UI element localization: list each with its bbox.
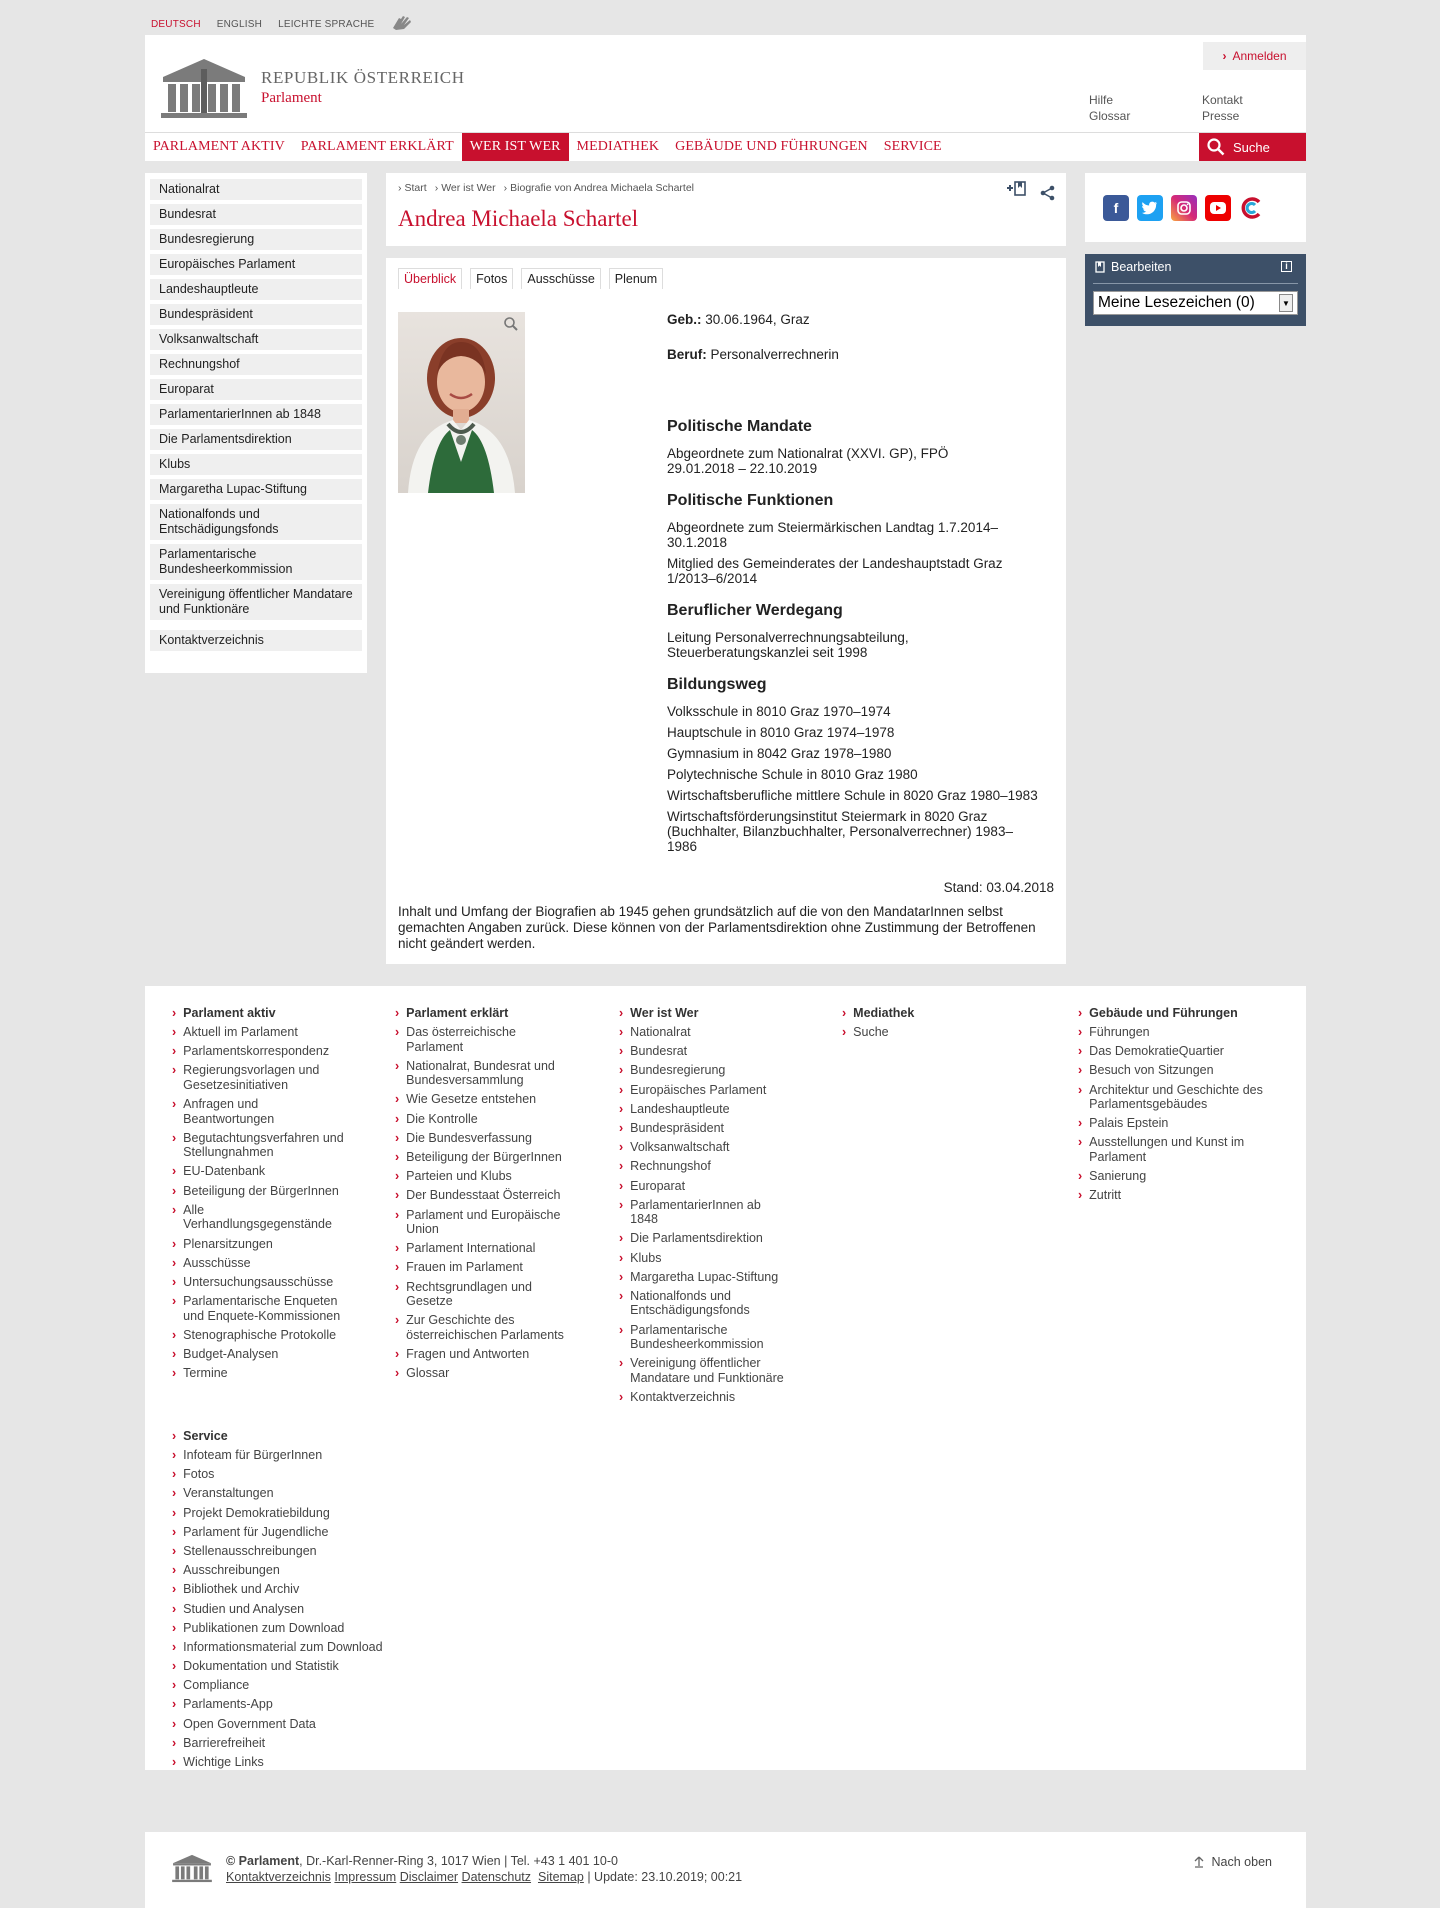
footer-link-datenschutz[interactable]: Datenschutz — [461, 1870, 532, 1884]
main-navigation — [145, 132, 1306, 161]
footer-link[interactable]: › Parlamentarische Bundesheerkommission — [619, 1323, 789, 1352]
footer-link[interactable]: › Untersuchungsausschüsse — [172, 1275, 352, 1290]
footer-link[interactable]: › Europäisches Parlament — [619, 1083, 789, 1098]
footer-heading: › Service — [172, 1429, 412, 1443]
bildung-item: Hauptschule in 8010 Graz 1974–1978 — [667, 725, 895, 740]
footer-link[interactable]: › Nationalrat — [619, 1025, 789, 1040]
nav-parlament-erklaert[interactable]: PARLAMENT ERKLÄRT — [300, 139, 454, 154]
portrait-photo[interactable] — [398, 312, 525, 493]
sidebar-item-bundesheerkommission[interactable]: Parlamentarische Bundesheerkommission — [150, 544, 362, 580]
bildung-item: Wirtschaftsförderungsinstitut Steiermark in 8020 Graz (Buchhalter, Bilanzbuchhalter, Personalverrechner) 1983–1986 — [667, 809, 1013, 854]
arrow-up-icon — [1194, 1856, 1204, 1868]
page-title: Andrea Michaela Schartel — [398, 206, 639, 231]
footer-link[interactable]: › Der Bundesstaat Österreich — [395, 1188, 575, 1203]
footer-link[interactable]: › Veranstaltungen — [172, 1486, 412, 1501]
footer-link[interactable]: › Klubs — [619, 1251, 789, 1266]
footer-link[interactable]: › Aktuell im Parlament — [172, 1025, 352, 1040]
sidebar-item-vereinigung[interactable]: Vereinigung öffentlicher Mandatare und Funktionäre — [150, 584, 362, 620]
parliament-building-icon — [159, 55, 249, 120]
footer-link[interactable]: › Bibliothek und Archiv — [172, 1582, 412, 1597]
footer-link[interactable]: › Die Parlamentsdirektion — [619, 1231, 789, 1246]
footer-link[interactable]: › Architektur und Geschichte des Parlamentsgebäudes — [1078, 1083, 1268, 1112]
footer-link[interactable]: › Zur Geschichte des österreichischen Parlaments — [395, 1313, 575, 1342]
nav-gebaeude[interactable]: GEBÄUDE UND FÜHRUNGEN — [675, 139, 868, 154]
footer-col-service — [172, 1429, 412, 1774]
search-icon — [1207, 138, 1225, 156]
footer-link[interactable]: › Fotos — [172, 1467, 412, 1482]
footer-heading: › Gebäude und Führungen — [1078, 1006, 1268, 1020]
footer-link[interactable]: › Volksanwaltschaft — [619, 1140, 789, 1155]
footer-link[interactable]: › Begutachtungsverfahren und Stellungnahmen — [172, 1131, 352, 1160]
sidebar-item-nationalfonds[interactable]: Nationalfonds und Entschädigungsfonds — [150, 504, 362, 540]
footer-link[interactable]: › Bundespräsident — [619, 1121, 789, 1136]
biography-content — [386, 258, 1066, 964]
copyright-line: © Parlament, Dr.-Karl-Renner-Ring 3, 1017 Wien | Tel. +43 1 401 10-0 — [226, 1854, 618, 1868]
footer-link[interactable]: › Die Kontrolle — [395, 1112, 575, 1127]
nav-wer-ist-wer[interactable]: WER IST WER — [462, 133, 569, 161]
facebook-icon[interactable]: f — [1103, 195, 1129, 221]
title-box — [386, 173, 1066, 246]
sidebar-item-nationalrat[interactable]: Nationalrat — [150, 179, 362, 200]
sidebar-item-volksanwaltschaft[interactable]: Volksanwaltschaft — [150, 329, 362, 350]
zoom-icon[interactable] — [503, 316, 519, 332]
footer-link[interactable]: › Informationsmaterial zum Download — [172, 1640, 412, 1655]
breadcrumb-start[interactable]: › Start — [398, 182, 427, 194]
footer-col-gebaeude — [1078, 1006, 1268, 1208]
footer-link[interactable]: › Fragen und Antworten — [395, 1347, 575, 1362]
tab-ausschuesse[interactable]: Ausschüsse — [521, 268, 600, 289]
instagram-icon[interactable] — [1171, 195, 1197, 221]
tab-ueberblick[interactable]: Überblick — [398, 268, 462, 289]
footer-sitemap — [145, 986, 1306, 1770]
footer-link[interactable]: › Beteiligung der BürgerInnen — [395, 1150, 575, 1165]
bildung-item: Polytechnische Schule in 8010 Graz 1980 — [667, 767, 918, 782]
footer-link[interactable]: › Parlament International — [395, 1241, 575, 1256]
footer-link[interactable]: › Wichtige Links — [172, 1755, 412, 1770]
bio-details — [667, 312, 1057, 860]
sidebar-item-rechnungshof[interactable]: Rechnungshof — [150, 354, 362, 375]
footer-link[interactable]: › Wie Gesetze entstehen — [395, 1092, 575, 1107]
bildung-item: Gymnasium in 8042 Graz 1978–1980 — [667, 746, 892, 761]
footer-link[interactable]: › Ausschreibungen — [172, 1563, 412, 1578]
footer-link[interactable]: › Open Government Data — [172, 1717, 412, 1732]
sidebar-item-europarat[interactable]: Europarat — [150, 379, 362, 400]
footer-heading: › Mediathek — [842, 1006, 1012, 1020]
footer-link[interactable]: › Budget-Analysen — [172, 1347, 352, 1362]
login-button[interactable]: › Anmelden — [1203, 42, 1306, 70]
footer-link[interactable]: › Rechnungshof — [619, 1159, 789, 1174]
bildung-item: Wirtschaftsberufliche mittlere Schule in 8020 Graz 1980–1983 — [667, 788, 1038, 803]
top-links-right — [1202, 92, 1243, 124]
footer-link[interactable]: › Rechtsgrundlagen und Gesetze — [395, 1280, 575, 1309]
sign-language-icon[interactable] — [390, 14, 416, 35]
footer-link[interactable]: › Parlamentarische Enqueten und Enquete-Kommissionen — [172, 1294, 352, 1323]
footer-link[interactable]: › Palais Epstein — [1078, 1116, 1268, 1131]
top-links-left — [1089, 92, 1130, 124]
footer-link[interactable]: › Parlament für Jugendliche — [172, 1525, 412, 1540]
footer-link[interactable]: › Infoteam für BürgerInnen — [172, 1448, 412, 1463]
sidebar-item-klubs[interactable]: Klubs — [150, 454, 362, 475]
sidebar-item-parlamentarier[interactable]: ParlamentarierInnen ab 1848 — [150, 404, 362, 425]
breadcrumb — [398, 182, 694, 194]
sidebar-item-bundesregierung[interactable]: Bundesregierung — [150, 229, 362, 250]
stand-date: Stand: 03.04.2018 — [943, 880, 1054, 895]
footer-link[interactable]: › Das österreichische Parlament — [395, 1025, 575, 1054]
sidebar-item-eu-parlament[interactable]: Europäisches Parlament — [150, 254, 362, 275]
bookmark-title: Bearbeiten — [1111, 260, 1172, 274]
footer-heading: › Parlament erklärt — [395, 1006, 575, 1020]
footer-link[interactable]: › ParlamentarierInnen ab 1848 — [619, 1198, 789, 1227]
bookmark-box — [1085, 254, 1306, 326]
contact-link[interactable]: Kontakt — [1202, 93, 1243, 107]
bookmark-divider — [1093, 283, 1298, 284]
footer-link[interactable]: › Landeshauptleute — [619, 1102, 789, 1117]
footer-link[interactable]: › Ausstellungen und Kunst im Parlament — [1078, 1135, 1268, 1164]
footer-bar — [145, 1832, 1306, 1908]
footer-link[interactable]: › Regierungsvorlagen und Gesetzesinitiativen — [172, 1063, 352, 1092]
lang-english[interactable]: ENGLISH — [216, 19, 263, 30]
footer-link[interactable]: › Studien und Analysen — [172, 1602, 412, 1617]
language-bar — [151, 14, 416, 35]
footer-link[interactable]: › Bundesrat — [619, 1044, 789, 1059]
nav-mediathek[interactable]: MEDIATHEK — [576, 139, 660, 154]
logo-subtitle: Parlament — [261, 90, 322, 106]
disclaimer-text: Inhalt und Umfang der Biografien ab 1945 gehen grundsätzlich auf die von den MandatarInnen selbst gemachten Angaben zurück. Diese können von der Parlamentsdirektion ohne Zustimmung der Betroffenen nicht geändert werden. — [398, 904, 1036, 951]
twitter-icon[interactable] — [1137, 195, 1163, 221]
search-button[interactable]: Suche — [1199, 133, 1306, 161]
back-to-top[interactable]: Nach oben — [1194, 1855, 1272, 1869]
sidebar-nav — [145, 173, 367, 673]
footer-link[interactable]: › EU-Datenbank — [172, 1164, 352, 1179]
footer-link[interactable]: › Frauen im Parlament — [395, 1260, 575, 1275]
footer-link[interactable]: › Anfragen und Beantwortungen — [172, 1097, 352, 1126]
sidebar-item-bundesrat[interactable]: Bundesrat — [150, 204, 362, 225]
parliament-logo[interactable] — [159, 55, 465, 120]
mandate-item: Abgeordnete zum Nationalrat (XXVI. GP), FPÖ 29.01.2018 – 22.10.2019 — [667, 446, 949, 476]
share-icon[interactable] — [1040, 185, 1056, 204]
footer-link[interactable]: › Kontaktverzeichnis — [619, 1390, 789, 1405]
footer-link[interactable]: › Parlament und Europäische Union — [395, 1208, 575, 1237]
section-title-funktionen: Politische Funktionen — [667, 492, 834, 509]
bildung-item: Volksschule in 8010 Graz 1970–1974 — [667, 704, 891, 719]
section-title-werdegang: Beruflicher Werdegang — [667, 602, 843, 619]
press-link[interactable]: Presse — [1202, 109, 1240, 123]
werdegang-item: Leitung Personalverrechnungsabteilung, Steuerberatungskanzlei seit 1998 — [667, 630, 909, 660]
logo-title: REPUBLIK ÖSTERREICH — [261, 68, 465, 87]
sidebar-item-lupac[interactable]: Margaretha Lupac-Stiftung — [150, 479, 362, 500]
footer-link[interactable]: › Führungen — [1078, 1025, 1268, 1040]
youtube-icon[interactable] — [1205, 195, 1231, 221]
footer-link[interactable]: › Barrierefreiheit — [172, 1736, 412, 1751]
update-info: | Update: 23.10.2019; 00:21 — [587, 1870, 743, 1884]
footer-link[interactable]: › Beteiligung der BürgerInnen — [172, 1184, 352, 1199]
sidebar-item-kontaktverzeichnis[interactable]: Kontaktverzeichnis — [150, 630, 362, 651]
add-bookmark-icon[interactable] — [1006, 181, 1028, 200]
birth-info: Geb.: 30.06.1964, Graz — [667, 312, 810, 327]
footer-links — [226, 1869, 742, 1885]
footer-link[interactable]: › Bundesregierung — [619, 1063, 789, 1078]
footer-link[interactable]: › Parlamentskorrespondenz — [172, 1044, 352, 1059]
footer-link-sitemap[interactable]: Sitemap — [537, 1870, 584, 1884]
footer-link[interactable]: › Stellenausschreibungen — [172, 1544, 412, 1559]
footer-link[interactable]: › Nationalrat, Bundesrat und Bundesversammlung — [395, 1059, 575, 1088]
footer-link[interactable]: › Margaretha Lupac-Stiftung — [619, 1270, 789, 1285]
demokratiewebstatt-icon[interactable] — [1239, 195, 1265, 221]
footer-link[interactable]: › Alle Verhandlungsgegenstände — [172, 1203, 352, 1232]
sidebar-item-landeshauptleute[interactable]: Landeshauptleute — [150, 279, 362, 300]
footer-link[interactable]: › Europarat — [619, 1179, 789, 1194]
footer-link-disclaimer[interactable]: Disclaimer — [399, 1870, 459, 1884]
footer-link[interactable]: › Stenographische Protokolle — [172, 1328, 352, 1343]
breadcrumb-current: › Biografie von Andrea Michaela Schartel — [504, 182, 694, 194]
footer-heading: › Wer ist Wer — [619, 1006, 789, 1020]
breadcrumb-wer-ist-wer[interactable]: › Wer ist Wer — [435, 182, 496, 194]
footer-info — [226, 1853, 742, 1885]
footer-link[interactable]: › Dokumentation und Statistik — [172, 1659, 412, 1674]
bookmark-icon — [1095, 261, 1105, 273]
footer-link[interactable]: › Projekt Demokratiebildung — [172, 1506, 412, 1521]
footer-link[interactable]: › Compliance — [172, 1678, 412, 1693]
bookmark-header — [1095, 260, 1171, 274]
footer-link-kontaktverzeichnis[interactable]: Kontaktverzeichnis — [226, 1870, 331, 1884]
footer-link[interactable]: › Plenarsitzungen — [172, 1237, 352, 1252]
site-header — [145, 35, 1306, 161]
footer-link[interactable]: › Die Bundesverfassung — [395, 1131, 575, 1146]
bookmark-select[interactable]: Meine Lesezeichen (0) ▼ — [1093, 291, 1298, 315]
help-link[interactable]: Hilfe — [1089, 93, 1114, 107]
sidebar-item-bundespraesident[interactable]: Bundespräsident — [150, 304, 362, 325]
footer-link[interactable]: › Publikationen zum Download — [172, 1621, 412, 1636]
footer-link[interactable]: › Besuch von Sitzungen — [1078, 1063, 1268, 1078]
footer-link[interactable]: › Zutritt — [1078, 1188, 1268, 1203]
footer-link[interactable]: › Vereinigung öffentlicher Mandatare und Funktionäre — [619, 1356, 789, 1385]
funktion-item: Mitglied des Gemeinderates der Landeshauptstadt Graz 1/2013–6/2014 — [667, 556, 1003, 586]
footer-heading: › Parlament aktiv — [172, 1006, 352, 1020]
footer-link-impressum[interactable]: Impressum — [334, 1870, 397, 1884]
section-title-bildungsweg: Bildungsweg — [667, 676, 767, 693]
footer-col-parlament-aktiv — [172, 1006, 352, 1385]
social-media-box — [1085, 173, 1306, 242]
footer-link[interactable]: › Das DemokratieQuartier — [1078, 1044, 1268, 1059]
footer-col-parlament-erklaert — [395, 1006, 575, 1385]
occupation-info: Beruf: Personalverrechnerin — [667, 347, 839, 362]
info-icon[interactable]: i — [1281, 261, 1292, 272]
tab-bar — [398, 268, 663, 289]
nav-service[interactable]: SERVICE — [883, 139, 942, 154]
lang-deutsch[interactable]: DEUTSCH — [151, 19, 201, 30]
footer-link[interactable]: › Sanierung — [1078, 1169, 1268, 1184]
funktion-item: Abgeordnete zum Steiermärkischen Landtag 1.7.2014–30.1.2018 — [667, 520, 998, 550]
tab-plenum[interactable]: Plenum — [609, 268, 663, 289]
glossary-link[interactable]: Glossar — [1089, 109, 1131, 123]
footer-col-wer-ist-wer — [619, 1006, 789, 1409]
footer-link[interactable]: › Suche — [842, 1025, 1012, 1040]
footer-link[interactable]: › Nationalfonds und Entschädigungsfonds — [619, 1289, 789, 1318]
footer-link[interactable]: › Parlaments-App — [172, 1697, 412, 1712]
footer-link[interactable]: › Glossar — [395, 1366, 575, 1381]
tab-fotos[interactable]: Fotos — [470, 268, 513, 289]
sidebar-item-parlamentsdirektion[interactable]: Die Parlamentsdirektion — [150, 429, 362, 450]
footer-link[interactable]: › Termine — [172, 1366, 352, 1381]
footer-logo-icon[interactable] — [171, 1853, 213, 1886]
lang-leichte-sprache[interactable]: LEICHTE SPRACHE — [278, 19, 375, 30]
footer-link[interactable]: › Parteien und Klubs — [395, 1169, 575, 1184]
nav-parlament-aktiv[interactable]: PARLAMENT AKTIV — [153, 139, 285, 154]
footer-link[interactable]: › Ausschüsse — [172, 1256, 352, 1271]
dropdown-arrow-icon: ▼ — [1279, 294, 1293, 312]
footer-col-mediathek — [842, 1006, 1012, 1044]
section-title-mandate: Politische Mandate — [667, 418, 812, 435]
